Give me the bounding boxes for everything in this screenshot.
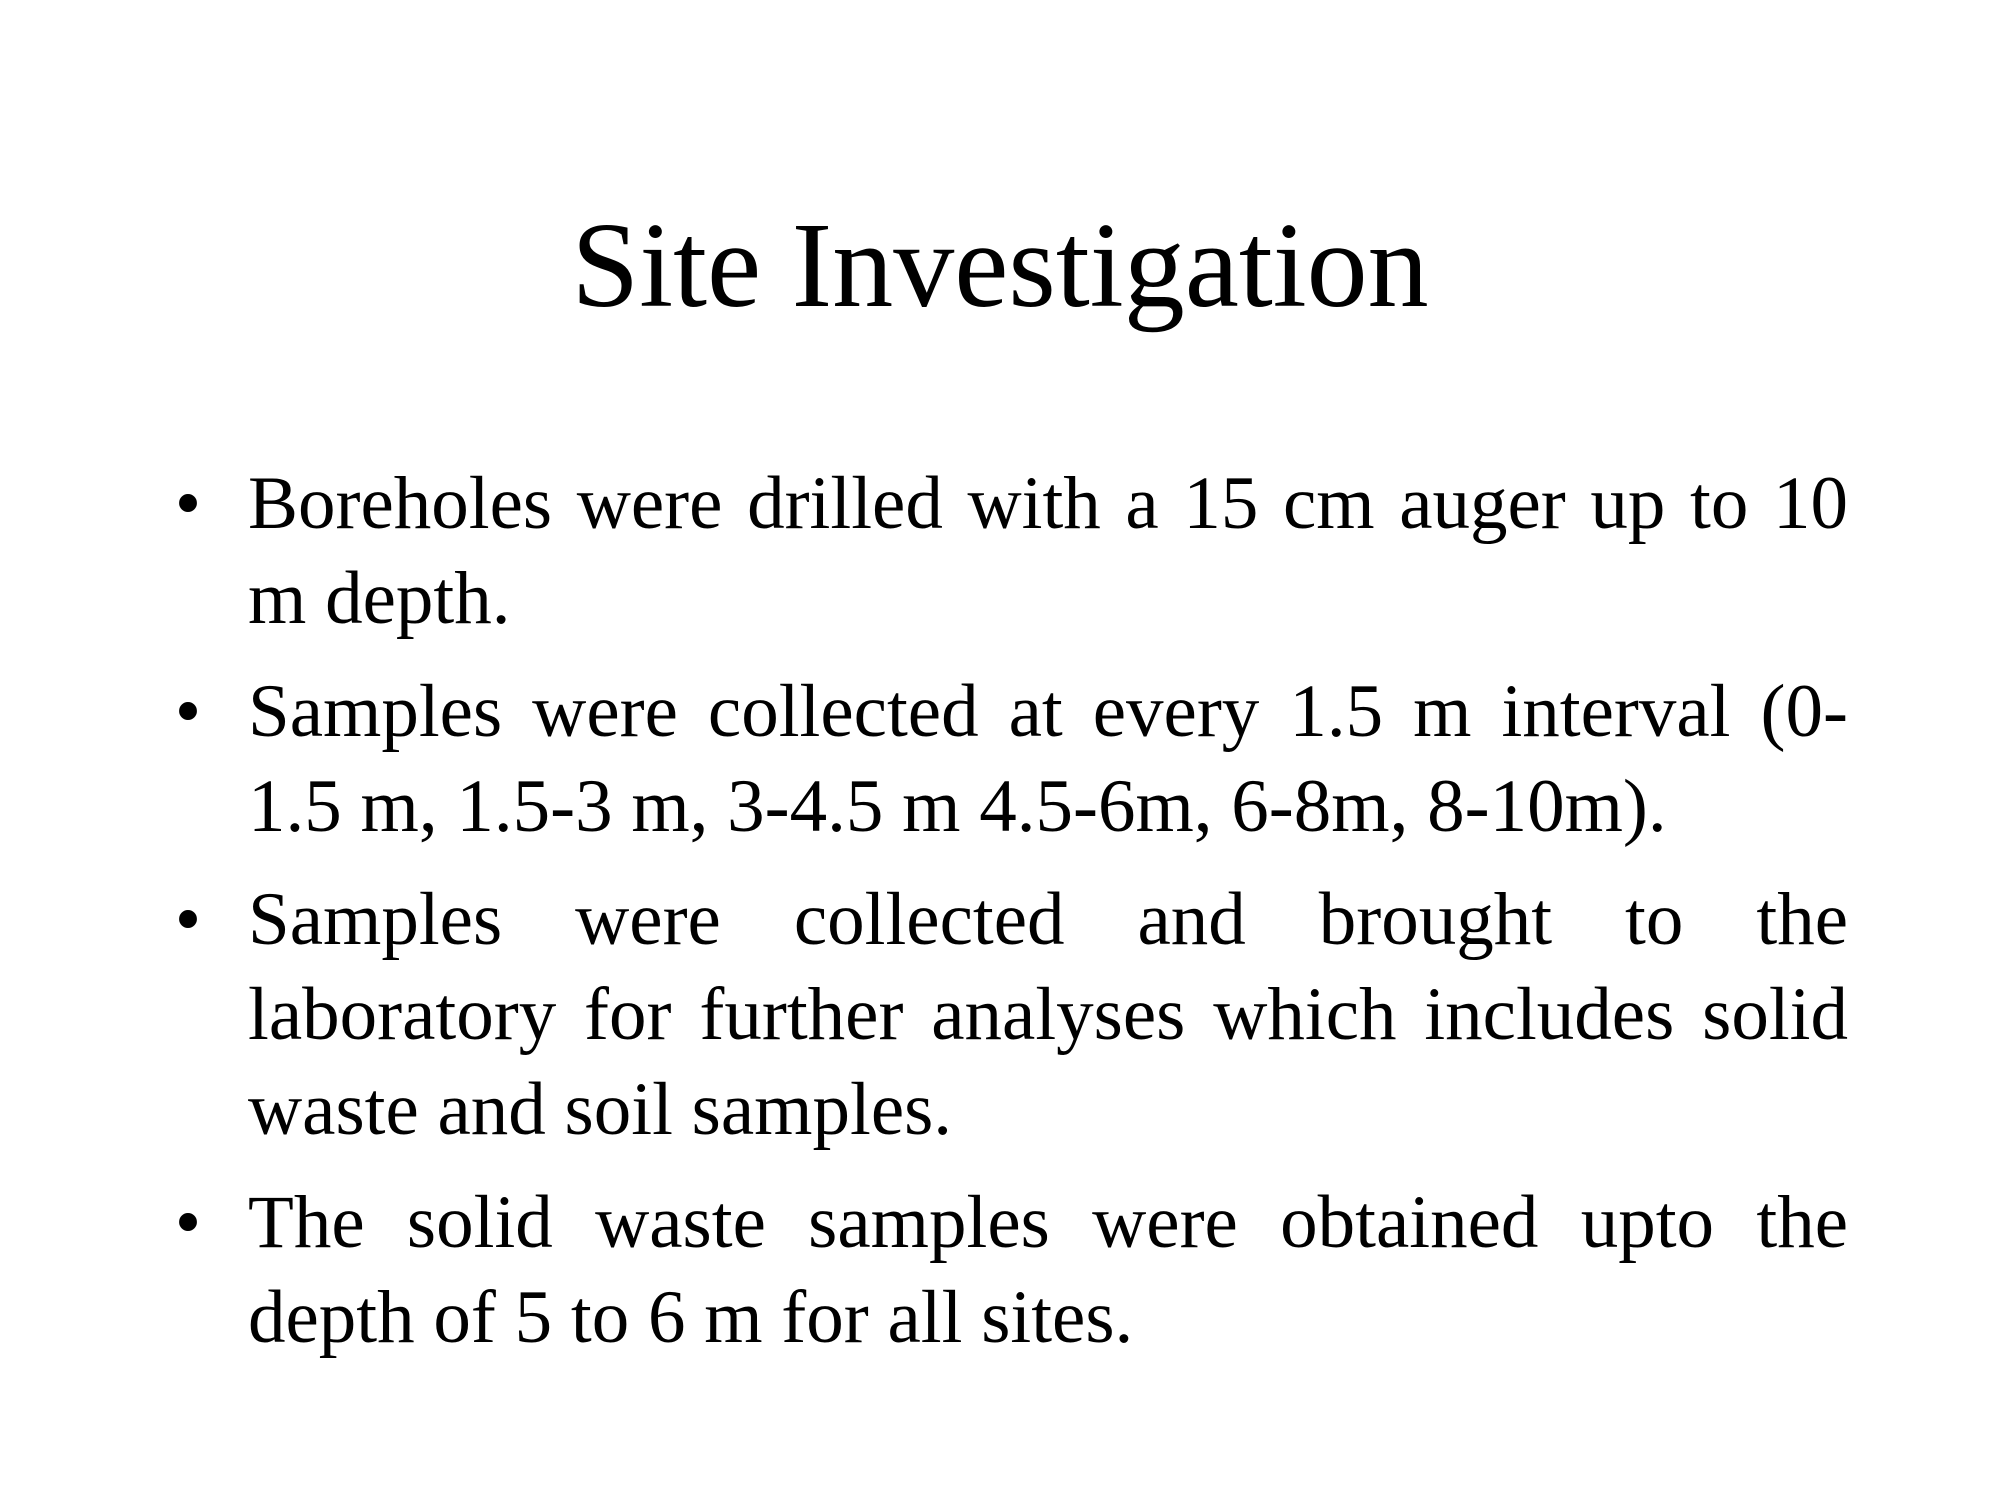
bullet-dot-icon: • — [174, 670, 202, 753]
bullet-text: Samples were collected and brought to the laboratory for further analyses which includes solid waste and soil samples. — [248, 878, 1848, 1151]
bullet-item-sample-intervals — [168, 664, 1848, 854]
bullet-text: Samples were collected at every 1.5 m interval (0-1.5 m, 1.5-3 m, 3-4.5 m 4.5-6m, 6-8m, 8-10m). — [248, 670, 1848, 848]
slide-title: Site Investigation — [571, 198, 1429, 333]
bullet-list — [168, 456, 1848, 1383]
bullet-text: Boreholes were drilled with a 15 cm auger up to 10 m depth. — [248, 462, 1848, 640]
bullet-dot-icon: • — [174, 878, 202, 961]
bullet-text: The solid waste samples were obtained upto the depth of 5 to 6 m for all sites. — [248, 1181, 1848, 1359]
bullet-dot-icon: • — [174, 462, 202, 545]
bullet-item-boreholes — [168, 456, 1848, 646]
bullet-dot-icon: • — [174, 1181, 202, 1264]
bullet-item-solid-waste — [168, 1175, 1848, 1365]
bullet-item-laboratory — [168, 872, 1848, 1157]
